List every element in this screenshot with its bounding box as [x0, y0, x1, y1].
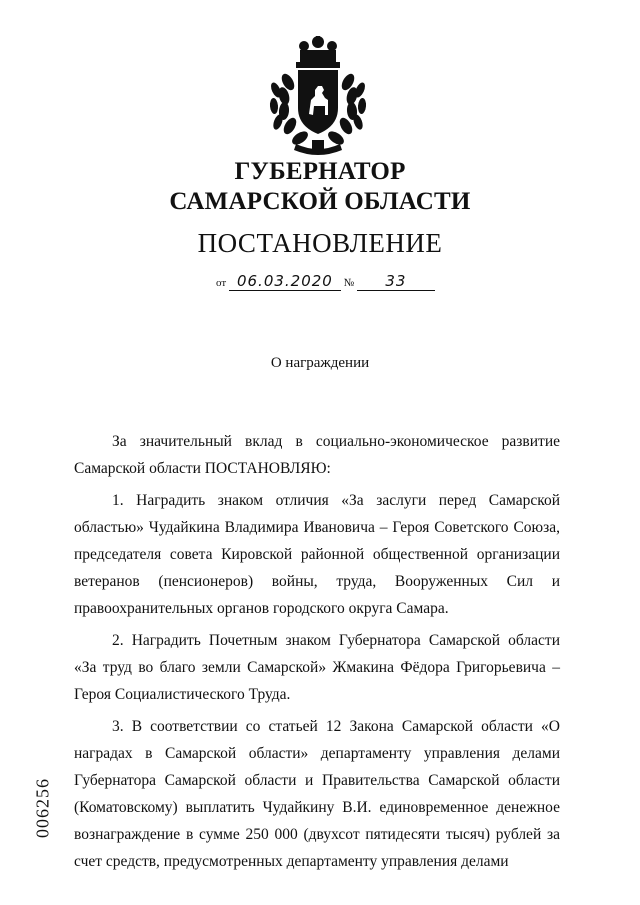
document-body [74, 428, 560, 880]
document-subject: О награждении [270, 355, 370, 371]
date-field [229, 272, 341, 291]
issuer-title-line1: ГУБЕРНАТОР [234, 158, 406, 185]
side-serial-number [28, 762, 58, 854]
paragraph-item-2: 2. Наградить Почетным знаком Губернатора Самарской области «За труд во благо земли Самарской» Жмакина Фёдора Григорьевича – Героя Социалистического Труда. [74, 632, 560, 703]
date-number-line [216, 272, 435, 291]
number-value: 33 [385, 272, 407, 290]
document-type-heading: ПОСТАНОВЛЕНИЕ [197, 228, 443, 258]
issuer-title-line2: САМАРСКОЙ ОБЛАСТИ [169, 188, 471, 215]
date-value: 06.03.2020 [236, 272, 333, 290]
date-prefix: от [216, 277, 227, 289]
samara-coat-of-arms-icon [262, 36, 374, 156]
side-serial-text: 006256 [32, 778, 53, 838]
paragraph-item-1: 1. Наградить знаком отличия «За заслуги перед Самарской областью» Чудайкина Владимира Ивановича – Героя Советского Союза, председателя совета Кировской районной общественной организации ветеранов (пенсионеров) войны, труда, Вооруженных Сил и правоохранительных органов городского округа Самара. [74, 492, 560, 617]
number-prefix: № [343, 277, 355, 289]
number-field [357, 272, 435, 291]
paragraph-preamble: За значительный вклад в социально-экономическое развитие Самарской области ПОСТАНОВЛЯЮ: [74, 433, 560, 477]
paragraph-item-3: 3. В соответствии со статьей 12 Закона Самарской области «О наградах в Самарской области» департаменту управления делами Губернатора Самарской области и Правительства Самарской области (Коматовскому) выплатить Чудайкину В.И. единовременное денежное вознаграждение в сумме 250 000 (двухсот пятидесяти тысяч) рублей за счет средств, предусмотренных департаменту управления делами [74, 718, 560, 870]
